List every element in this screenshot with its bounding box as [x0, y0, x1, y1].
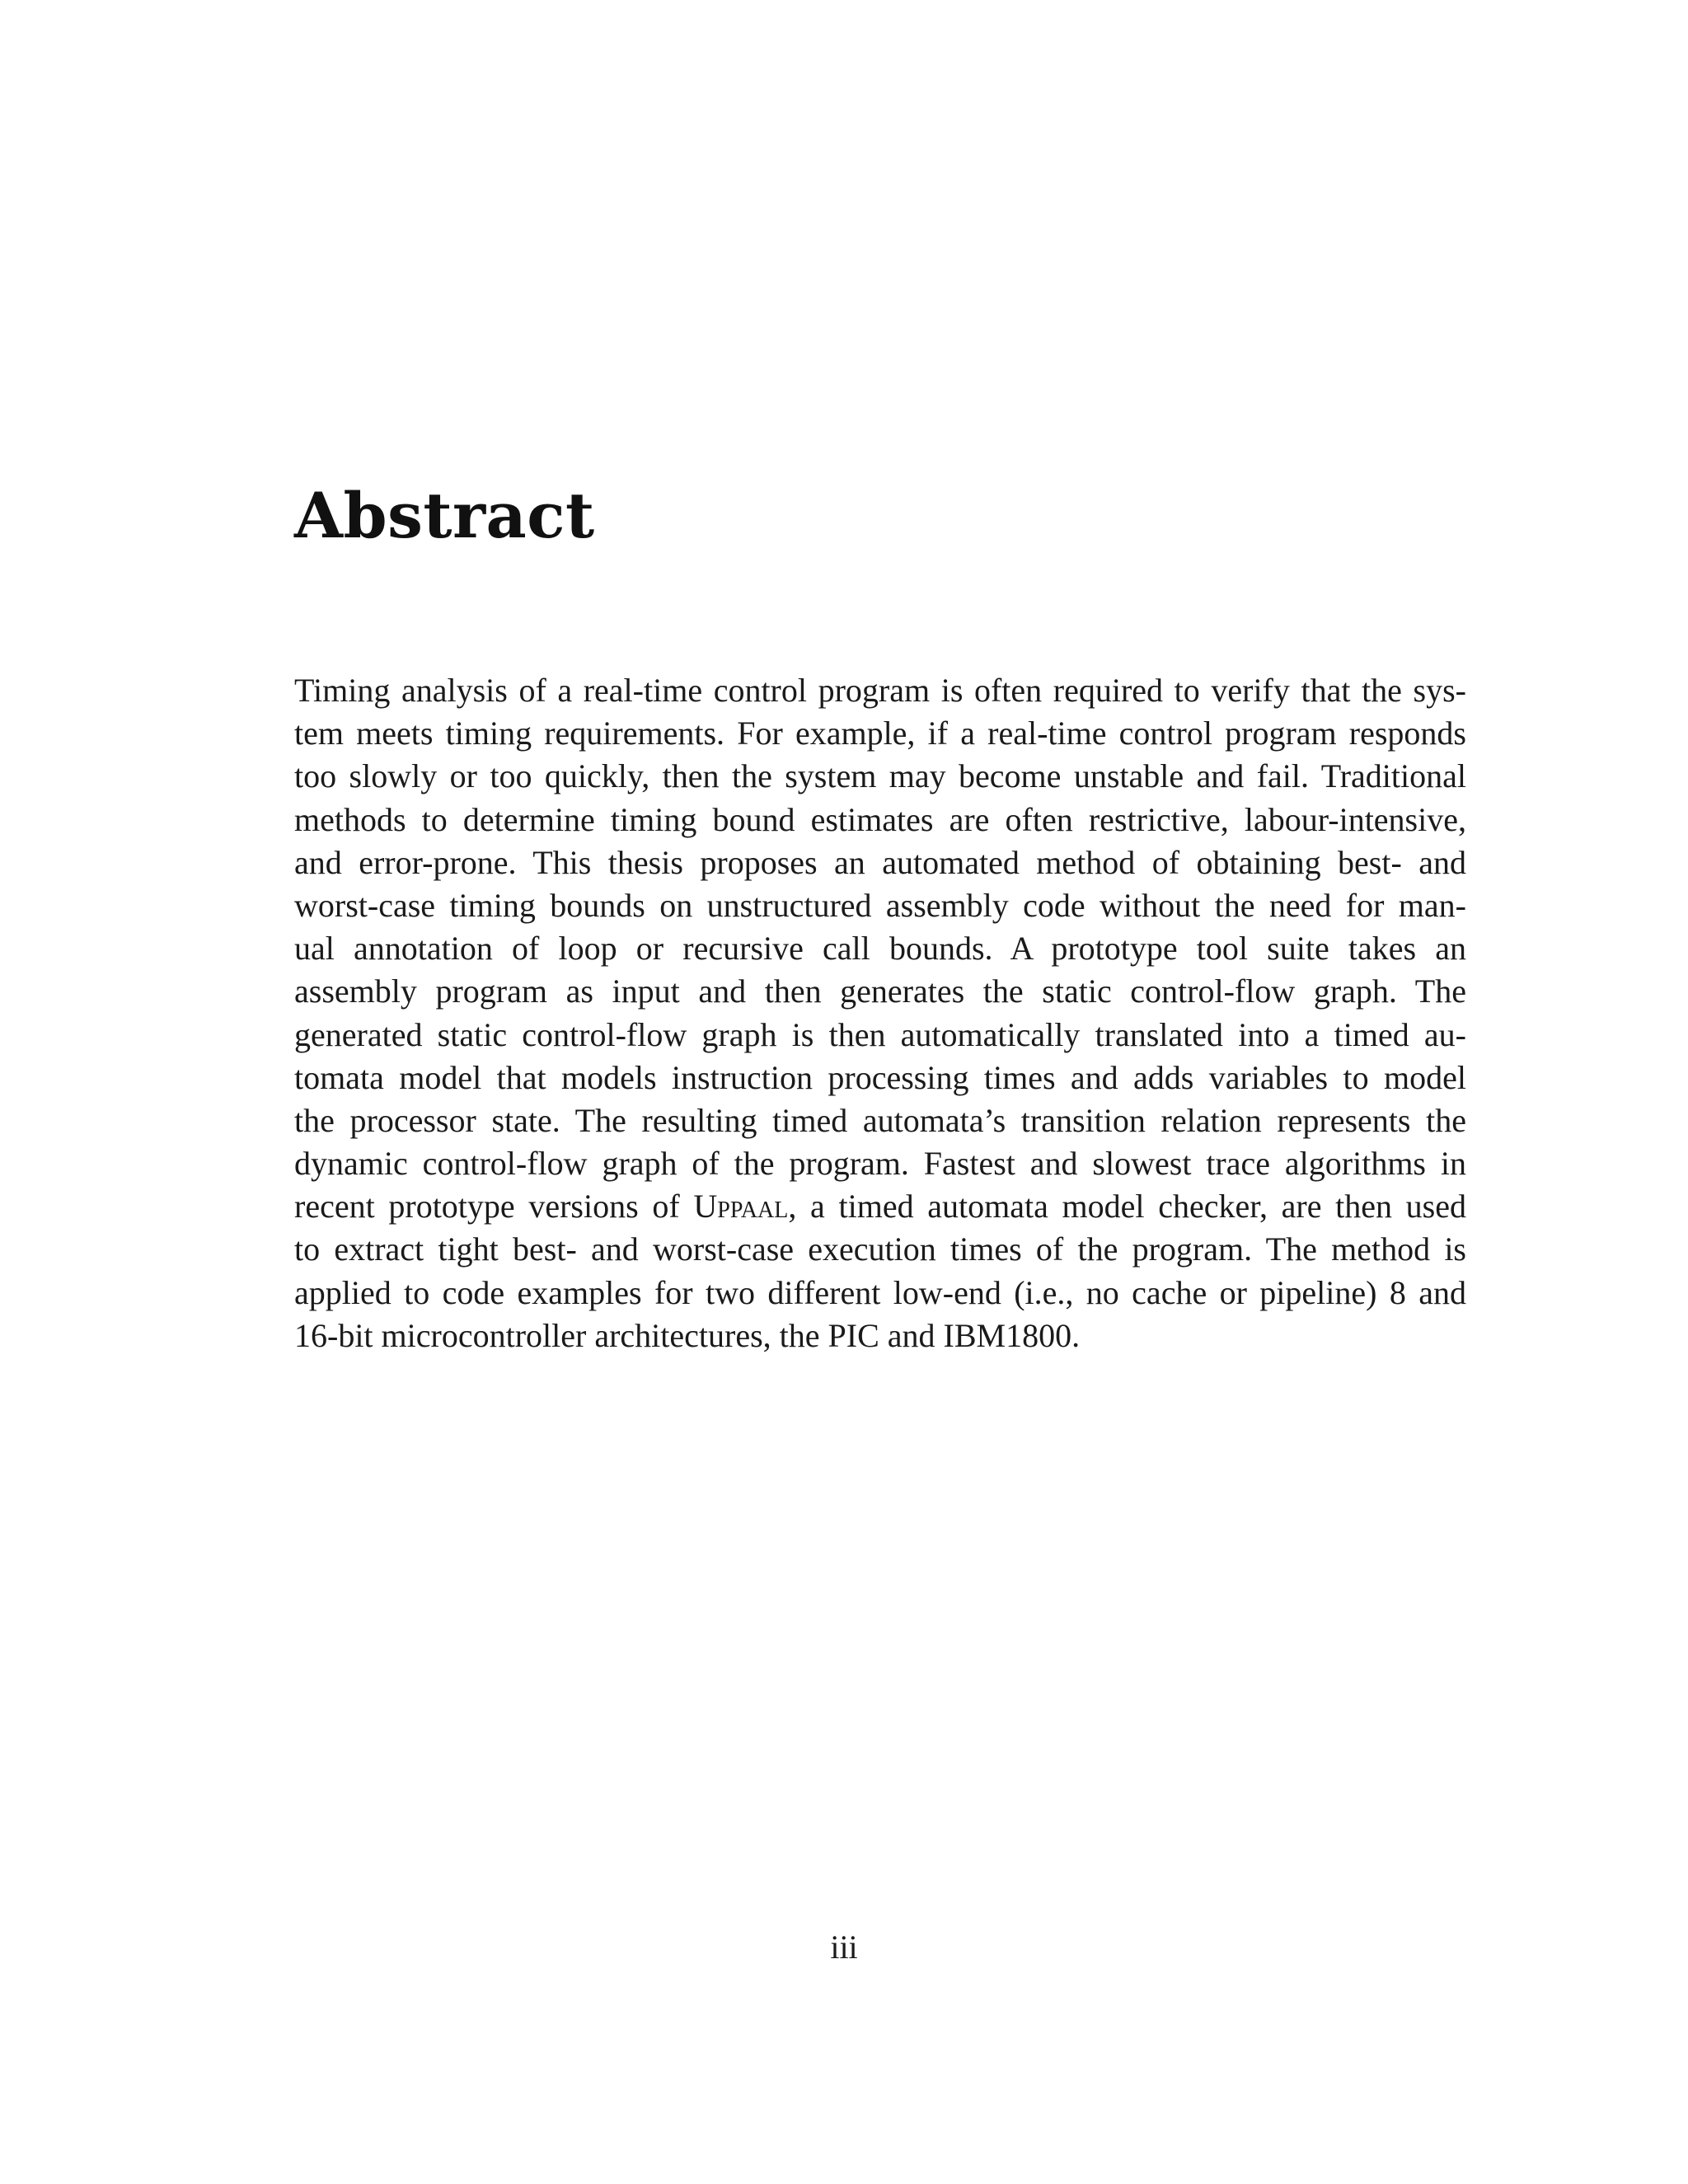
abstract-line: applied to code examples for two different low-end (i.e., no cache or pipeline) 8 and — [294, 1273, 1466, 1311]
abstract-line: ual annotation of loop or recursive call bounds. A prototype tool suite takes an — [294, 930, 1466, 968]
abstract-line: worst-case timing bounds on unstructured assembly code without the need for man- — [294, 886, 1466, 924]
abstract-line: assembly program as input and then generates the static control-flow graph. The — [294, 972, 1466, 1010]
abstract-line: the processor state. The resulting timed automata’s transition relation represents the — [294, 1101, 1466, 1139]
abstract-line: dynamic control-flow graph of the program. Fastest and slowest trace algorithms in — [294, 1145, 1466, 1183]
abstract-line: 16-bit microcontroller architectures, the PIC and IBM1800. — [294, 1316, 1081, 1354]
abstract-line-text: recent prototype versions of — [294, 1188, 694, 1226]
tool-name: Uppaal — [693, 1188, 789, 1226]
abstract-line: tem meets timing requirements. For example, if a real-time control program responds — [294, 715, 1466, 752]
abstract-line: and error-prone. This thesis proposes an automated method of obtaining best- and — [294, 843, 1466, 881]
abstract-line-text: , a timed automata model checker, are then used — [788, 1188, 1466, 1226]
abstract-line-with-tool-name — [294, 1185, 1466, 1228]
abstract-line: to extract tight best- and worst-case execution times of the program. The method is — [294, 1230, 1466, 1268]
abstract-line: methods to determine timing bound estimates are often restrictive, labour-intensive, — [294, 800, 1466, 838]
abstract-line: generated static control-flow graph is then automatically translated into a timed au- — [294, 1015, 1466, 1053]
abstract-paragraph — [294, 669, 1466, 1357]
page-number: iii — [830, 1929, 858, 1966]
abstract-line: Timing analysis of a real-time control program is often required to verify that the sys- — [294, 672, 1466, 709]
abstract-line: tomata model that models instruction processing times and adds variables to model — [294, 1058, 1466, 1096]
abstract-line: too slowly or too quickly, then the system may become unstable and fail. Traditional — [294, 757, 1466, 795]
page-title: Abstract — [294, 479, 595, 552]
